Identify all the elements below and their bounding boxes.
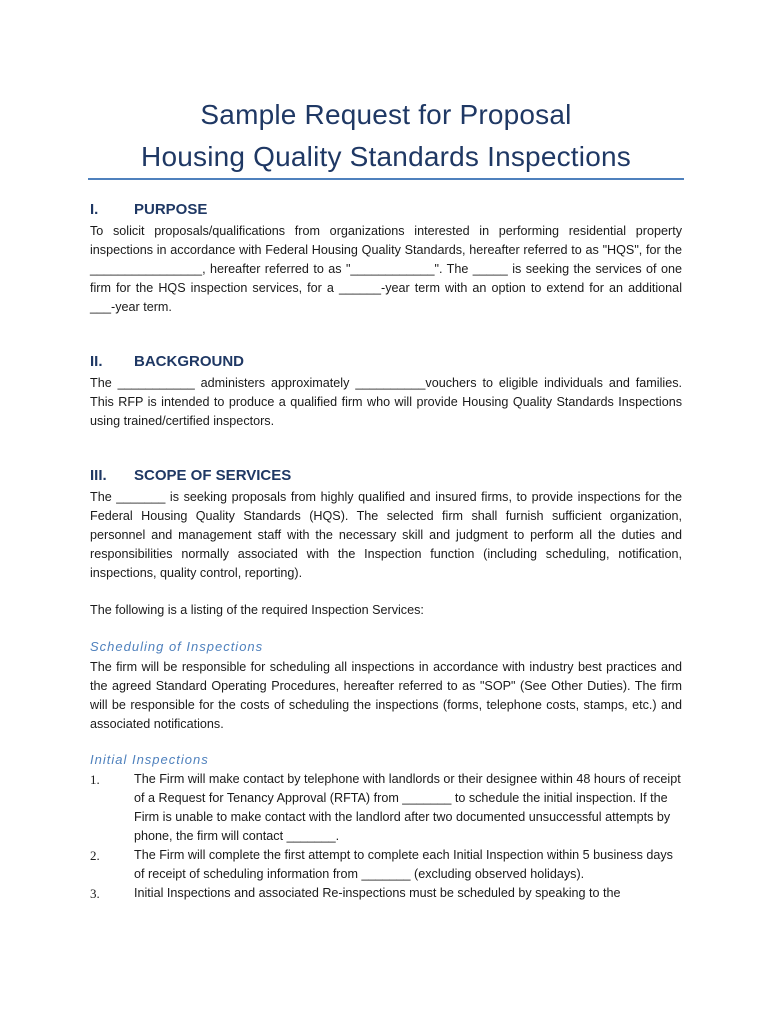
background-body: The ___________ administers approximately __________vouchers to eligible individuals and families. This RFP is intended to produce a qualified firm who will provide Housing Quality Standards Inspections using trained/certified inspectors.: [90, 376, 682, 428]
scope-listing-intro: The following is a listing of the required Inspection Services:: [90, 603, 424, 617]
list-item-number: 2.: [90, 848, 100, 863]
list-item-text: The Firm will complete the first attempt to complete each Initial Inspection within 5 business days of receipt of scheduling information from _______ (excluding observed holidays).: [134, 848, 673, 881]
initial-inspections-subheading: Initial Inspections: [90, 752, 209, 767]
purpose-number: I.: [90, 201, 99, 218]
title-divider: [88, 178, 684, 180]
scheduling-subheading: Scheduling of Inspections: [90, 639, 264, 654]
purpose-heading: [90, 200, 207, 220]
scope-heading: [90, 466, 291, 486]
purpose-title: PURPOSE: [134, 201, 208, 218]
scope-title: SCOPE OF SERVICES: [134, 467, 292, 484]
list-item-number: 3.: [90, 886, 100, 901]
title-line-1: Sample Request for Proposal: [200, 99, 572, 130]
scheduling-body: The firm will be responsible for scheduling all inspections in accordance with industry best practices and the agreed Standard Operating Procedures, hereafter referred to as "SOP" (See Other Duties). The firm will be responsible for the costs of scheduling the inspections (forms, telephone costs, stamps, etc.) and associated notifications.: [90, 660, 682, 731]
list-item: [90, 884, 682, 903]
scope-number: III.: [90, 467, 107, 484]
list-item-number: 1.: [90, 772, 100, 787]
background-heading: [90, 352, 244, 372]
list-item-text: Initial Inspections and associated Re-inspections must be scheduled by speaking to the: [134, 886, 621, 900]
background-title: BACKGROUND: [134, 353, 244, 370]
document-title: [88, 94, 684, 178]
background-number: II.: [90, 353, 103, 370]
initial-inspections-list: [90, 770, 682, 903]
purpose-body: To solicit proposals/qualifications from organizations interested in performing residential property inspections in accordance with Federal Housing Quality Standards, hereafter referred to as "HQS", for the ________________, hereafter referred to as "____________". The _____ is seeking the services of one firm for the HQS inspection services, for a ______-year term with an option to extend for an additional ___-year term.: [90, 224, 682, 314]
list-item-text: The Firm will make contact by telephone with landlords or their designee within 48 hours of receipt of a Request for Tenancy Approval (RFTA) from _______ to schedule the initial inspection. If the Firm is unable to make contact with the landlord after two documented unsuccessful attempts by phone, the firm will contact _______.: [134, 772, 681, 843]
list-item: [90, 846, 682, 884]
title-line-2: Housing Quality Standards Inspections: [141, 141, 631, 172]
list-item: [90, 770, 682, 846]
scope-body: The _______ is seeking proposals from highly qualified and insured firms, to provide inspections for the Federal Housing Quality Standards (HQS). The selected firm shall furnish sufficient organization, personnel and management staff with the necessary skill and judgment to perform all the duties and responsibilities normally associated with the Inspection function (including scheduling, notification, inspections, quality control, reporting).: [90, 490, 682, 580]
